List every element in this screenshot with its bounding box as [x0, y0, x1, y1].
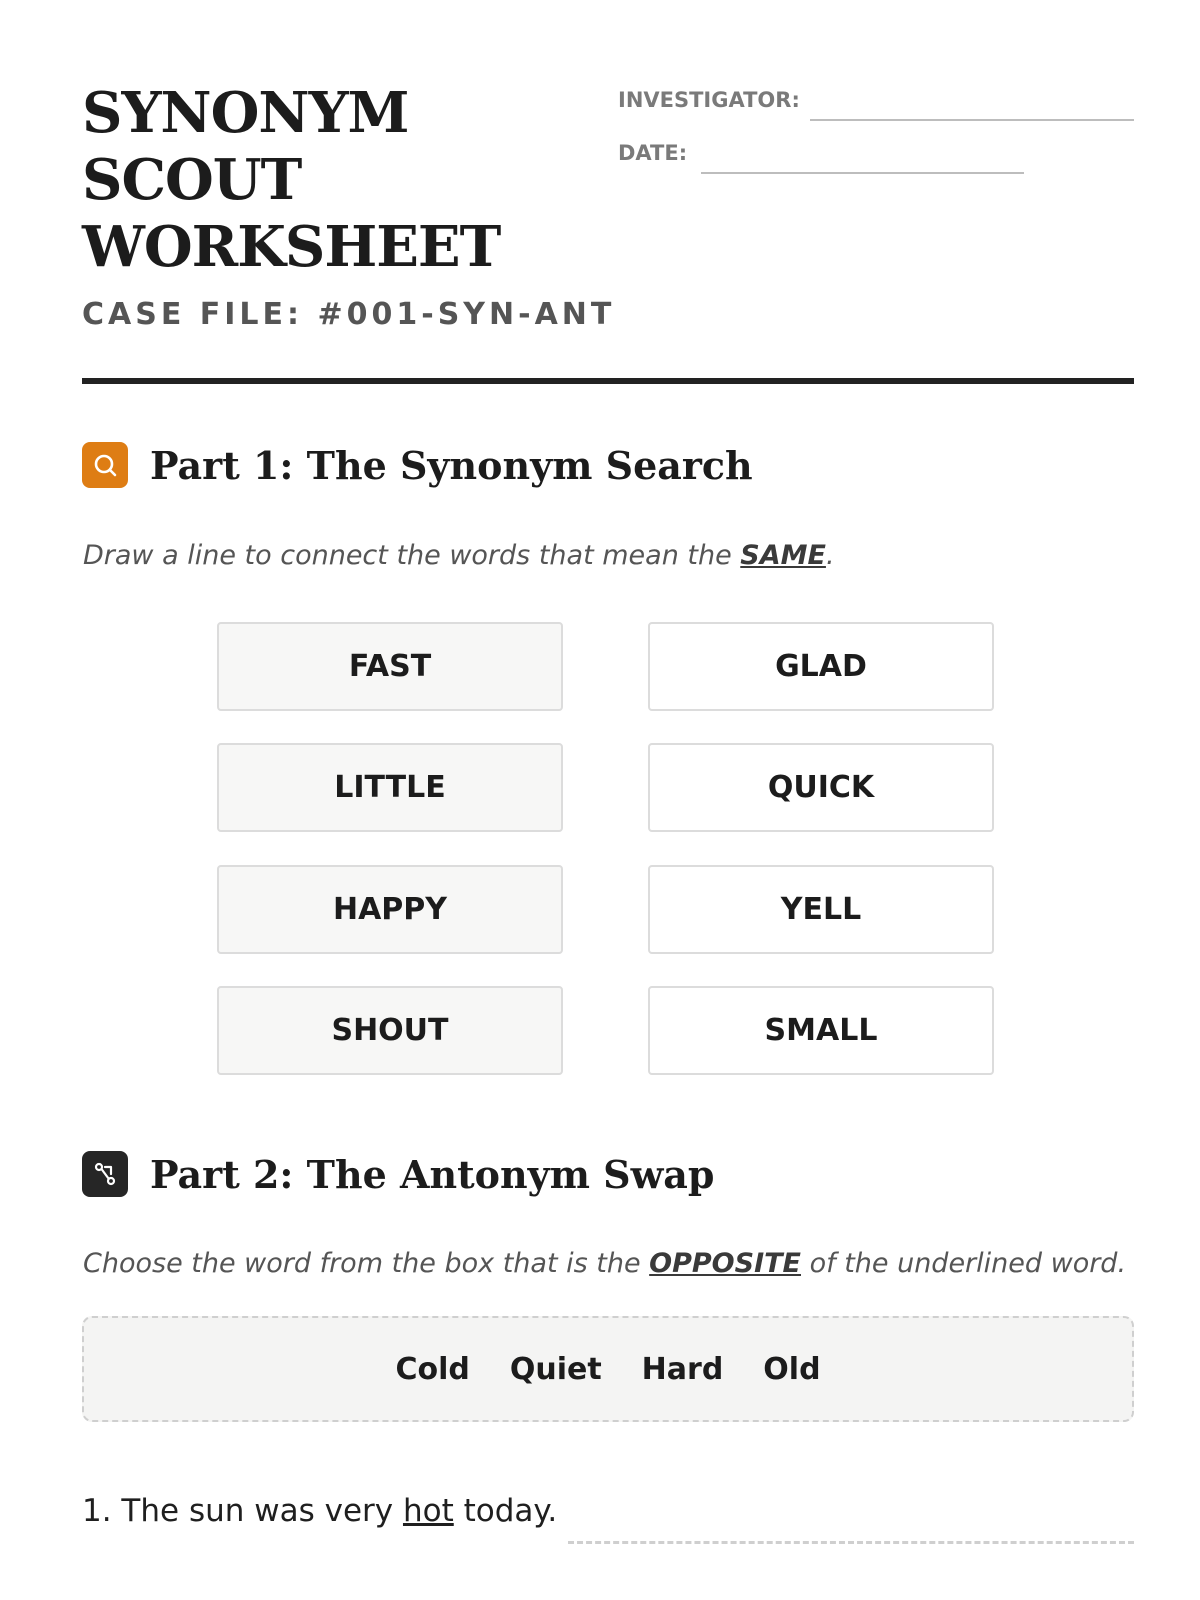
word-bank-item: Quiet — [509, 1351, 602, 1387]
instruction-text: . — [825, 540, 835, 571]
synonym-right-word[interactable]: SMALL — [648, 986, 994, 1075]
synonym-left-word[interactable]: LITTLE — [217, 743, 563, 832]
instruction-text: of the underlined word. — [801, 1248, 1127, 1279]
part2-heading — [82, 1151, 715, 1197]
synonym-left-word[interactable]: SHOUT — [217, 986, 563, 1075]
instruction-keyword: SAME — [740, 540, 826, 571]
synonym-left-word[interactable]: HAPPY — [217, 865, 563, 954]
worksheet-title — [82, 80, 615, 281]
instruction-text: Draw a line to connect the words that mean the — [83, 540, 741, 571]
word-bank-item: Old — [763, 1351, 821, 1387]
part2-title: Part 2: The Antonym Swap — [150, 1151, 715, 1197]
title-line: WORKSHEET — [82, 214, 501, 280]
word-bank-item: Hard — [641, 1351, 724, 1387]
question-text: 1. The sun was very — [82, 1493, 403, 1529]
word-bank — [82, 1316, 1134, 1422]
question-target-word: hot — [402, 1493, 454, 1529]
title-line: SYNONYM — [82, 80, 409, 146]
date-field[interactable] — [701, 172, 1024, 174]
magnifier-icon — [82, 442, 128, 488]
investigator-field[interactable] — [810, 119, 1134, 121]
title-line: SCOUT — [82, 147, 302, 213]
synonym-right-word[interactable]: YELL — [648, 865, 994, 954]
part2-instruction — [83, 1248, 1126, 1279]
question-1 — [82, 1493, 557, 1529]
investigator-label: INVESTIGATOR: — [618, 88, 800, 112]
header-divider — [82, 378, 1134, 384]
date-label: DATE: — [618, 141, 688, 165]
instruction-keyword: OPPOSITE — [649, 1248, 801, 1279]
instruction-text: Choose the word from the box that is the — [83, 1248, 650, 1279]
synonym-right-word[interactable]: GLAD — [648, 622, 994, 711]
part1-instruction — [83, 540, 835, 571]
synonym-right-word[interactable]: QUICK — [648, 743, 994, 832]
part1-heading — [82, 442, 753, 488]
part1-title: Part 1: The Synonym Search — [150, 442, 753, 488]
case-file-subtitle: CASE FILE: #001-SYN-ANT — [82, 297, 616, 332]
synonym-left-word[interactable]: FAST — [217, 622, 563, 711]
question-text: today. — [453, 1493, 558, 1529]
word-bank-item: Cold — [395, 1351, 470, 1387]
title-block — [82, 80, 615, 332]
answer-field-1[interactable] — [568, 1541, 1134, 1544]
swap-arrows-icon — [82, 1151, 128, 1197]
